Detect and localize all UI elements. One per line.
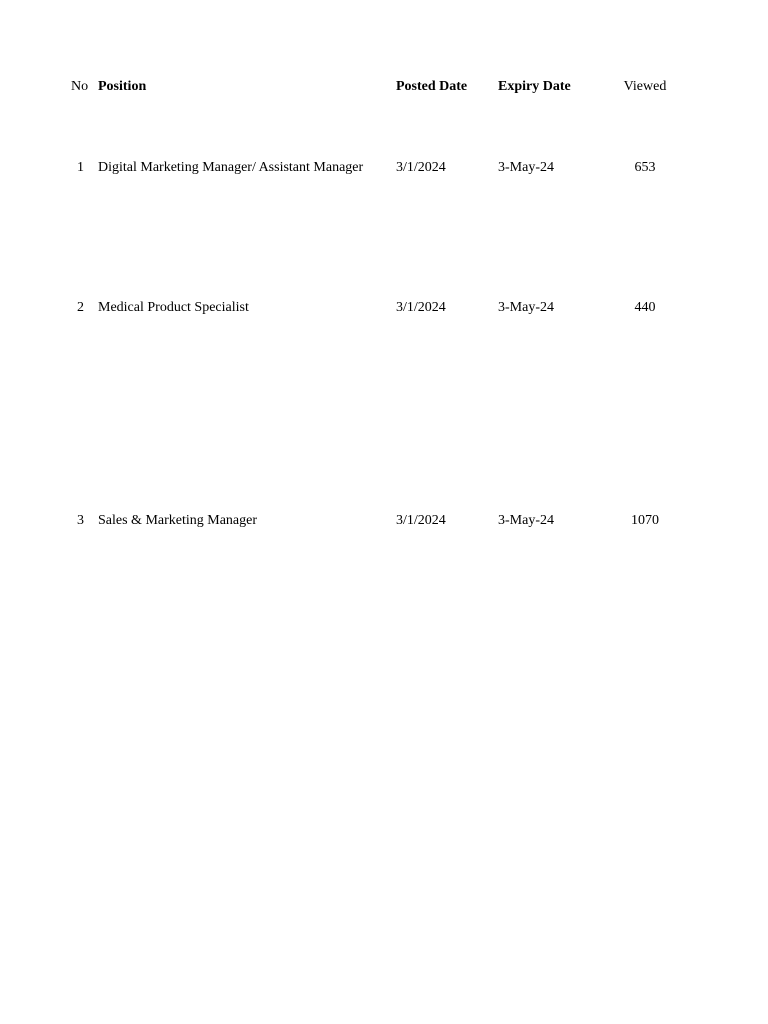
header-no: No (71, 79, 89, 94)
row-no: 1 (77, 160, 84, 175)
row-position: Sales & Marketing Manager (98, 513, 258, 528)
row-viewed: 440 (634, 300, 656, 315)
row-expiry-date: 3-May-24 (498, 160, 554, 175)
row-expiry-date: 3-May-24 (498, 300, 554, 315)
row-position: Digital Marketing Manager/ Assistant Manager (98, 160, 364, 175)
row-no: 3 (77, 513, 84, 528)
row-position: Medical Product Specialist (98, 300, 249, 315)
row-viewed: 1070 (631, 513, 659, 528)
header-expiry-date: Expiry Date (498, 79, 571, 94)
row-posted-date: 3/1/2024 (396, 513, 446, 528)
row-posted-date: 3/1/2024 (396, 160, 446, 175)
header-posted-date: Posted Date (396, 79, 468, 94)
row-no: 2 (77, 300, 84, 315)
row-expiry-date: 3-May-24 (498, 513, 554, 528)
header-position: Position (98, 79, 147, 94)
row-viewed: 653 (634, 160, 656, 175)
row-posted-date: 3/1/2024 (396, 300, 446, 315)
header-viewed: Viewed (623, 79, 667, 94)
